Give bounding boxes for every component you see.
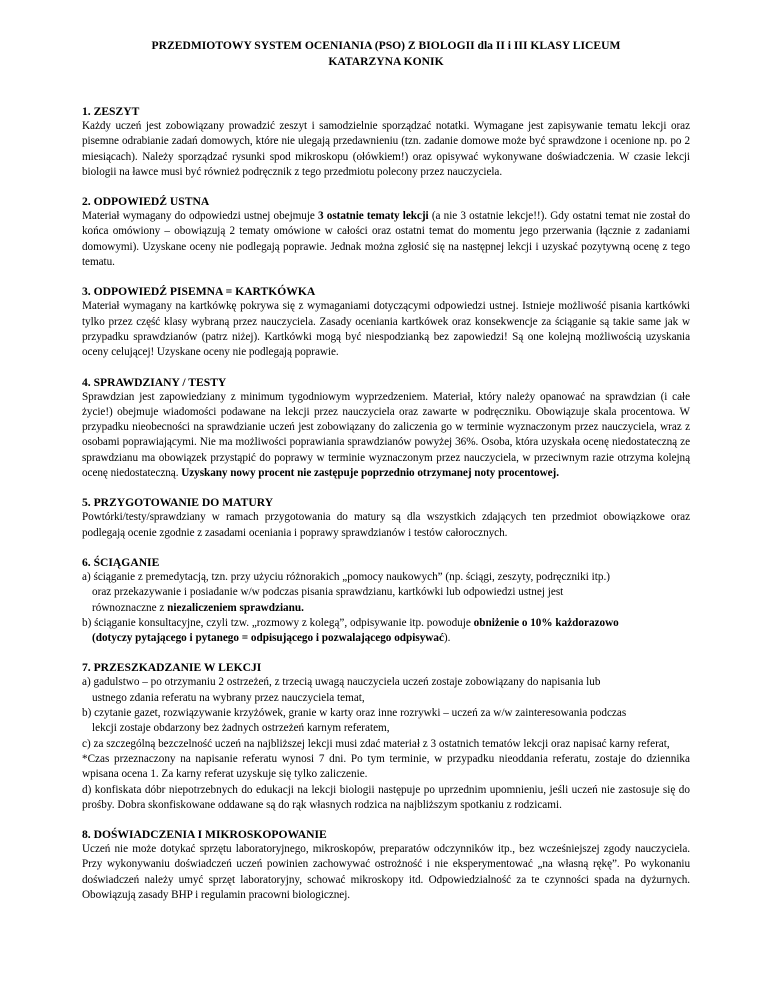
document-page (82, 38, 690, 917)
list-item: a) ściąganie z premedytacją, tzn. przy użyciu różnorakich „pomocy naukowych” (np. ściągi, zeszyty, podręczniki itp.) oraz przekazywanie i posiadanie w/w podczas pisania sprawdzianu, kartkówki lub odpowiedzi ustnej jest równoznaczne z niezaliczeniem sprawdzianu. (82, 570, 610, 614)
section-heading: 2. ODPOWIEDŹ USTNA (82, 195, 210, 209)
section-heading: 1. ZESZYT (82, 105, 140, 118)
list-item: b) czytanie gazet, rozwiązywanie krzyżówek, granie w karty oraz inne rozrywki – uczeń za w/w zainteresowania podczas lekcji zostaje obdarzony bez żadnych ostrzeżeń karnym referatem, (82, 707, 627, 735)
section-heading: 6. ŚCIĄGANIE (82, 555, 160, 569)
section-heading: 8. DOŚWIADCZENIA I MIKROSKOPOWANIE (82, 828, 327, 842)
section-heading: 4. SPRAWDZIANY / TESTY (82, 375, 227, 389)
list-item: a) gadulstwo – po otrzymaniu 2 ostrzeżeń, z trzecią uwagą nauczyciela uczeń zostaje zobowiązany do napisania lub ustnego zdania referatu na wybrany przez nauczyciela temat, (82, 676, 601, 704)
section-text: Każdy uczeń jest zobowiązany prowadzić zeszyt i samodzielnie sporządzać notatki. Wymagane jest zapisywanie tematu lekcji oraz pisemne odrabianie zadań domowych, które nie ulegają przedawnieniu (tzn. zadanie domowe może być sprawdzone i ocenione np. po 2 miesiącach). Należy sporządzać rysunki spod mikroskopu (ołówkiem!) oraz opisywać wykonywane doświadczenia. W czasie lekcji biologii na ławce musi być również podręcznik z tego przedmiotu polecony przez nauczyciela. (82, 120, 690, 178)
section-tests (82, 375, 690, 482)
section-text: Sprawdzian jest zapowiedziany z minimum tygodniowym wyprzedzeniem. Materiał, który należy opanować na sprawdzian (i całe życie!) obejmuje wiadomości podawane na lekcji przez nauczyciela oraz zawarte w podręczniku. Obowiązuje skala procentowa. W przypadku nieobecności na sprawdzianie uczeń jest zobowiązany do zaliczenia go w terminie wyznaczonym przez nauczyciela, wraz z osobami poprawiającymi. Nie ma możliwości poprawiania sprawdzianów powyżej 36%. Osoba, która uzyskała ocenę niedostateczną ze sprawdzianu ma obowiązek przystąpić do poprawy w terminie wyznaczonym przez nauczyciela, w przeciwnym razie otrzyma kolejną ocenę niedostateczną. Uzyskany nowy procent nie zastępuje poprzednio otrzymanej noty procentowej. (82, 390, 690, 480)
section-cheating (82, 555, 690, 646)
list-item: b) ściąganie konsultacyjne, czyli tzw. „rozmowy z kolegą”, odpisywanie itp. powoduje obniżenie o 10% każdorazowo (dotyczy pytającego i pytanego = odpisującego i pozwalającego odpisywać). (82, 616, 619, 645)
section-text: Materiał wymagany na kartkówkę pokrywa się z wymaganiami dotyczącymi odpowiedzi ustnej. Istnieje możliwość pisania kartkówki tylko przez część klasy wybraną przez nauczyciela. Zasady oceniania kartkówek oraz konsekwencje za ściąganie są takie same jak w przypadku sprawdzianów (patrz niżej). Kartkówki mogą być niespodzianką bez zapowiedzi! Są one kolejną możliwością uzyskania oceny celującej! Uzyskane oceny nie podlegają poprawie. (82, 300, 690, 359)
list-item: d) konfiskata dóbr niepotrzebnych do edukacji na lekcji biologii następuje po uprzednim upomnieniu, jeśli uczeń nie zastosuje się do prośby. Dobra skonfiskowane oddawane są do rąk własnych rodzica na najbliższym spotkaniu z rodzicami. (82, 783, 690, 811)
section-matura-prep (82, 495, 690, 541)
title-line-2: KATARZYNA KONIK (328, 55, 444, 68)
note-text: *Czas przeznaczony na napisanie referatu wynosi 7 dni. Po tym terminie, w przypadku nieoddania referatu, zostaje do dziennika wpisana ocena 1. Za karny referat uzyskuje się tylko zaliczenie. (82, 752, 690, 781)
section-text: Uczeń nie może dotykać sprzętu laboratoryjnego, mikroskopów, preparatów odczynników itp., bez wcześniejszej zgody nauczyciela. Przy wykonywaniu doświadczeń uczeń powinien zachowywać ostrożność i nie eksperymentować „na własną rękę”. Po wykonaniu doświadczeń należy umyć sprzęt laboratoryjny, schować mikroskopy itd. Odpowiedzialność za te czynności spada na dyżurnych. Obowiązują zasady BHP i regulamin pracowni biologicznej. (82, 843, 690, 901)
section-heading: 7. PRZESZKADZANIE W LEKCJI (82, 661, 262, 675)
section-notebook (82, 104, 690, 180)
section-written-quiz (82, 284, 690, 360)
section-text: Powtórki/testy/sprawdziany w ramach przygotowania do matury są dla wszystkich zdających ten przedmiot obowiązkowe oraz podlegają ocenie zgodnie z zasadami oceniania i poprawy sprawdzianów i testów całorocznych. (82, 511, 690, 539)
title-line-1: PRZEDMIOTOWY SYSTEM OCENIANIA (PSO) Z BIOLOGII dla II i III KLASY LICEUM (151, 39, 621, 52)
section-text: Materiał wymagany do odpowiedzi ustnej obejmuje 3 ostatnie tematy lekcji (a nie 3 ostatnie lekcje!!). Gdy ostatni temat nie został do końca omówiony – obowiązują 2 tematy omówione w całości oraz ostatni temat do momentu jego przerwania (łącznie z zadaniami domowymi). Uzyskane oceny nie podlegają poprawie. Jednak można zgłosić się na następnej lekcji i uzyskać pozytywną ocenę z tego tematu. (82, 210, 691, 269)
section-oral-answer (82, 194, 690, 270)
section-heading: 5. PRZYGOTOWANIE DO MATURY (82, 496, 274, 510)
list-item: c) za szczególną bezczelność uczeń na najbliższej lekcji musi zdać materiał z 3 ostatnich tematów lekcji oraz napisać karny referat, (82, 737, 670, 750)
section-experiments (82, 827, 690, 903)
section-disruption (82, 660, 690, 813)
section-heading: 3. ODPOWIEDŹ PISEMNA = KARTKÓWKA (82, 285, 316, 299)
document-title (82, 38, 690, 70)
